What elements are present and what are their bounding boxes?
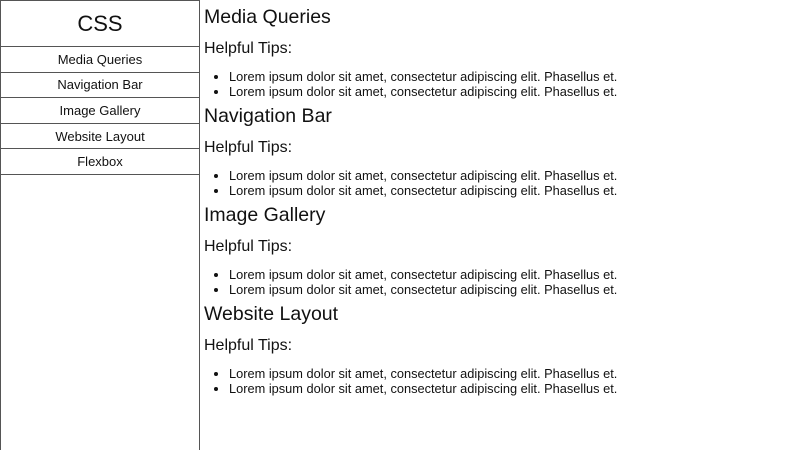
section-subtitle: Helpful Tips:: [204, 337, 293, 354]
sidebar: [0, 0, 200, 450]
section-media-queries: [204, 5, 800, 99]
tip-item: • Lorem ipsum dolor sit amet, consectetur adipiscing elit. Phasellus et.: [229, 183, 800, 198]
nav-item-media-queries[interactable]: Media Queries: [1, 47, 199, 73]
section-subtitle: Helpful Tips:: [204, 238, 293, 255]
section-title: Navigation Bar: [204, 105, 332, 127]
tips-list: [204, 69, 800, 99]
tip-item: • Lorem ipsum dolor sit amet, consectetur adipiscing elit. Phasellus et.: [229, 168, 800, 183]
tip-item: • Lorem ipsum dolor sit amet, consectetur adipiscing elit. Phasellus et.: [229, 366, 800, 381]
section-subtitle: Helpful Tips:: [204, 40, 293, 57]
tips-list: [204, 267, 800, 297]
tip-item: • Lorem ipsum dolor sit amet, consectetur adipiscing elit. Phasellus et.: [229, 84, 800, 99]
tips-list: [204, 366, 800, 396]
section-title: Image Gallery: [204, 204, 326, 226]
section-subtitle: Helpful Tips:: [204, 139, 293, 156]
section-website-layout: [204, 302, 800, 396]
tip-item: • Lorem ipsum dolor sit amet, consectetur adipiscing elit. Phasellus et.: [229, 267, 800, 282]
nav-item-website-layout[interactable]: Website Layout: [1, 124, 199, 150]
tip-item: • Lorem ipsum dolor sit amet, consectetur adipiscing elit. Phasellus et.: [229, 381, 800, 396]
section-title: Media Queries: [204, 6, 331, 28]
section-title: Website Layout: [204, 303, 339, 325]
nav-item-flexbox[interactable]: Flexbox: [1, 149, 199, 175]
nav-item-navigation-bar[interactable]: Navigation Bar: [1, 73, 199, 99]
tips-list: [204, 168, 800, 198]
sidebar-title: CSS: [1, 1, 199, 47]
nav-item-image-gallery[interactable]: Image Gallery: [1, 98, 199, 124]
section-navigation-bar: [204, 104, 800, 198]
main-content: [204, 0, 800, 450]
nav-list: [1, 47, 199, 175]
section-image-gallery: [204, 203, 800, 297]
tip-item: • Lorem ipsum dolor sit amet, consectetur adipiscing elit. Phasellus et.: [229, 282, 800, 297]
tip-item: • Lorem ipsum dolor sit amet, consectetur adipiscing elit. Phasellus et.: [229, 69, 800, 84]
